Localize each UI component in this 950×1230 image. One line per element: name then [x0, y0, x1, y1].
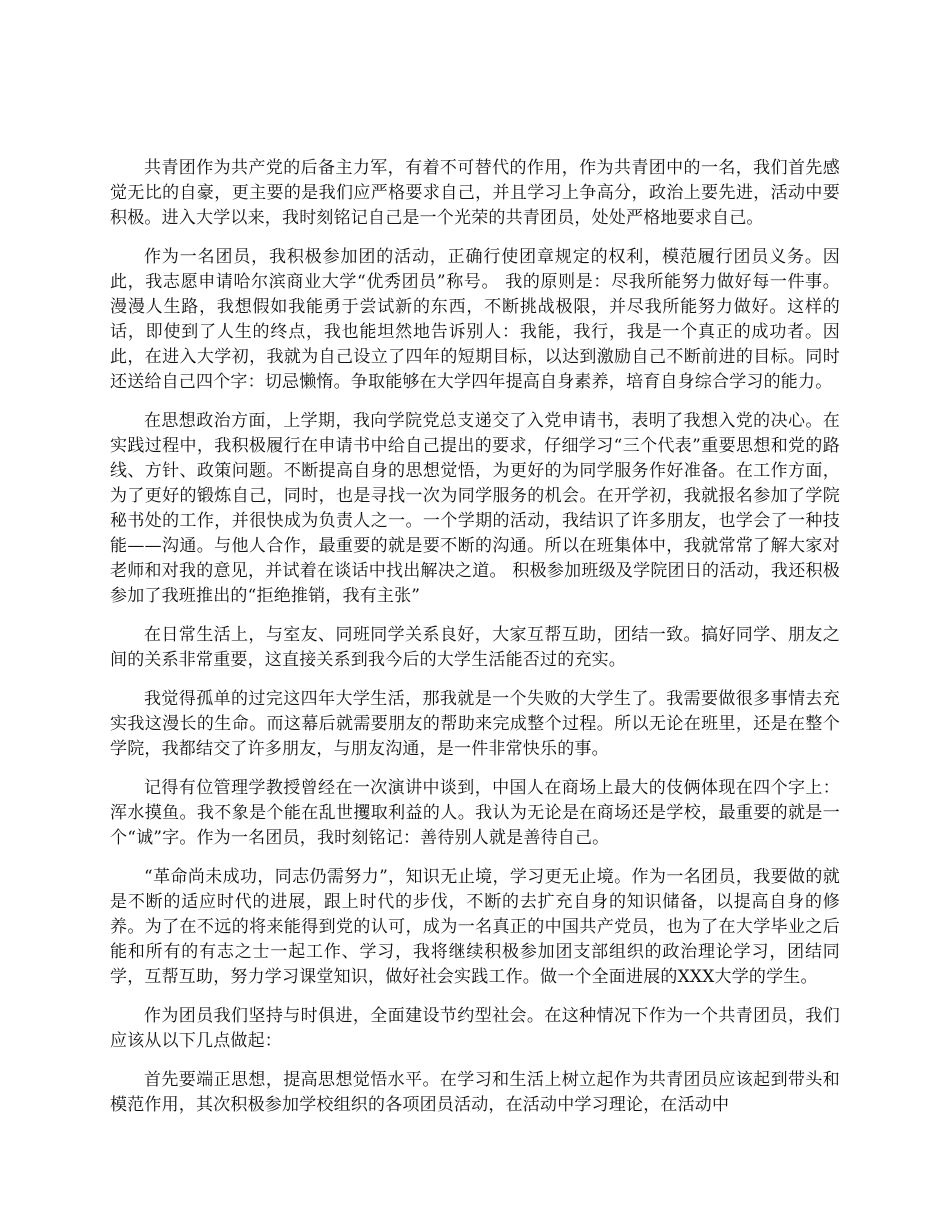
paragraph-1: 共青团作为共产党的后备主力军，有着不可替代的作用，作为共青团中的一名，我们首先感觉无比的自豪，更主要的是我们应严格要求自己，并且学习上争高分，政治上要先进，活动中要积极。进入大学以来，我时刻铭记自己是一个光荣的共青团员，处处严格地要求自己。: [110, 158, 840, 228]
paragraph-7: “革命尚未成功，同志仍需努力”，知识无止境，学习更无止境。作为一名团员，我要做的就是不断的适应时代的进展，跟上时代的步伐，不断的去扩充自身的知识储备，以提高自身的修养。为了在不远的将来能得到党的认可，成为一名真正的中国共产党员，也为了在大学毕业之后能和所有的有志之士一起工作、学习，我将继续积极参加团支部组织的政治理论学习，团结同学，互帮互助，努力学习课堂知识，做好社会实践工作。做一个全面进展的XXX大学的学生。: [110, 867, 840, 987]
paragraph-3: 在思想政治方面，上学期，我向学院党总支递交了入党申请书，表明了我想入党的决心。在实践过程中，我积极履行在申请书中给自己提出的要求，仔细学习“三个代表”重要思想和党的路线、方针、政策问题。不断提高自身的思想觉悟，为更好的为同学服务作好准备。在工作方面，为了更好的锻炼自己，同时，也是寻找一次为同学服务的机会。在开学初，我就报名参加了学院秘书处的工作，并很快成为负责人之一。一个学期的活动，我结识了许多朋友，也学会了一种技能——沟通。与他人合作，最重要的就是要不断的沟通。所以在班集体中，我就常常了解大家对老师和对我的意见，并试着在谈话中找出解决之道。 积极参加班级及学院团日的活动，我还积极参加了我班推出的“拒绝推销，我有主张”: [110, 411, 840, 606]
paragraph-4: 在日常生活上，与室友、同班同学关系良好，大家互帮互助，团结一致。搞好同学、朋友之间的关系非常重要，这直接关系到我今后的大学生活能否过的充实。: [110, 625, 840, 670]
paragraph-5: 我觉得孤单的过完这四年大学生活，那我就是一个失败的大学生了。我需要做很多事情去充实我这漫长的生命。而这幕后就需要朋友的帮助来完成整个过程。所以无论在班里，还是在整个学院，我都结交了许多朋友，与朋友沟通，是一件非常快乐的事。: [110, 689, 840, 759]
document-body: [110, 156, 840, 1132]
paragraph-6: 记得有位管理学教授曾经在一次演讲中谈到，中国人在商场上最大的伎俩体现在四个字上：浑水摸鱼。我不象是个能在乱世攫取利益的人。我认为无论是在商场还是学校，最重要的就是一个“诚”字。作为一名团员，我时刻铭记：善待别人就是善待自己。: [110, 778, 840, 848]
paragraph-8: 作为团员我们坚持与时俱进，全面建设节约型社会。在这种情况下作为一个共青团员，我们应该从以下几点做起：: [110, 1006, 840, 1051]
paragraph-2: 作为一名团员，我积极参加团的活动，正确行使团章规定的权利，模范履行团员义务。因此，我志愿申请哈尔滨商业大学“优秀团员”称号。 我的原则是：尽我所能努力做好每一件事。 漫漫人生路，我想假如我能勇于尝试新的东西，不断挑战极限，并尽我所能努力做好。这样的话，即使到了人生的终点，我也能坦然地告诉别人：我能，我行，我是一个真正的成功者。因此，在进入大学初，我就为自己设立了四年的短期目标，以达到激励自己不断前进的目标。同时还送给自己四个字：切忌懒惰。争取能够在大学四年提高自身素养，培育自身综合学习的能力。: [110, 247, 840, 392]
paragraph-9: 首先要端正思想，提高思想觉悟水平。在学习和生活上树立起作为共青团员应该起到带头和模范作用，其次积极参加学校组织的各项团员活动，在活动中学习理论，在活动中: [110, 1070, 840, 1115]
